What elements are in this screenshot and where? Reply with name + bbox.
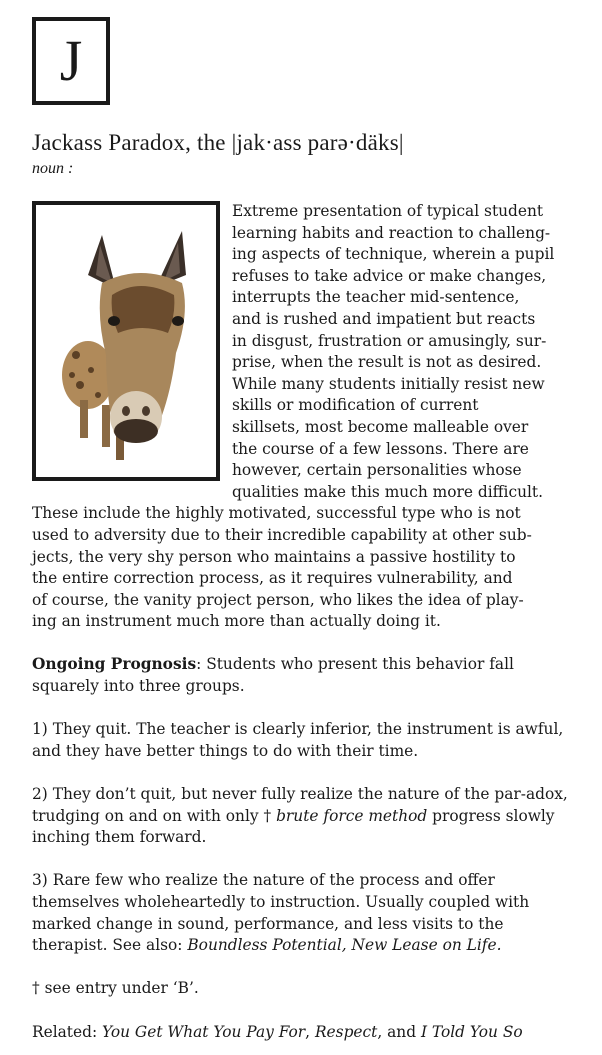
definition-line: however, certain personalities whose (232, 461, 522, 480)
related-item: Respect (314, 1022, 378, 1041)
prognosis-text: : Students who present this behavior fall squarely into three groups. (32, 655, 514, 696)
definition-line: used to adversity due to their incredible capability at other sub- (32, 525, 532, 544)
definition-line: in disgust, frustration or amusingly, sur- (232, 331, 547, 350)
footnote: † see entry under ‘B’. (32, 979, 199, 998)
definition-line: ing an instrument much more than actually doing it. (32, 612, 441, 631)
prognosis-paragraph (32, 654, 580, 697)
entry-body (32, 201, 580, 1043)
section-letter: J (59, 28, 83, 93)
part-of-speech: noun : (32, 160, 74, 177)
definition-line: the course of a few lessons. There are (232, 439, 529, 458)
definition-line: learning habits and reaction to challeng- (232, 223, 551, 242)
related-label: Related: (32, 1022, 103, 1041)
section-letter-box (32, 17, 110, 105)
definition-line: Extreme presentation of typical student (232, 202, 544, 220)
see-also-references: Boundless Potential, New Lease on Life. (187, 936, 502, 955)
definition-line: interrupts the teacher mid-sentence, (232, 288, 520, 307)
group-one-text: 1) They quit. The teacher is clearly inferior, the instrument is awful, and they have better things to do with their time. (32, 720, 564, 760)
brute-force-reference: brute force method (276, 806, 428, 825)
group-two-text-end: progress slowly inching them forward. (32, 806, 555, 847)
group-three-paragraph (32, 870, 580, 956)
definition-line: ing aspects of technique, wherein a pupil (232, 245, 555, 264)
group-two-text: 2) They don’t quit, but never fully realize the nature of the par-adox, trudging on and on with only † (32, 785, 568, 825)
definition-line: prise, when the result is not as desired. (232, 353, 542, 372)
related-separator: , and (377, 1022, 421, 1041)
related-entries (32, 1022, 580, 1044)
prognosis-label: Ongoing Prognosis (32, 655, 197, 674)
related-item: You Get What You Pay For (102, 1022, 306, 1041)
related-item: I Told You So (420, 1022, 523, 1041)
related-separator: , (305, 1022, 315, 1041)
group-two-paragraph (32, 784, 580, 849)
definition-line: skills or modification of current (232, 396, 479, 415)
definition-line: refuses to take advice or make changes, (232, 266, 547, 285)
definition-line: These include the highly motivated, successful type who is not (32, 504, 521, 523)
definition-line: jects, the very shy person who maintains a passive hostility to (32, 547, 516, 566)
donkey-illustration (36, 205, 216, 477)
definition-line: the entire correction process, as it requires vulnerability, and (32, 569, 513, 588)
group-one-paragraph (32, 719, 580, 762)
donkey-photo (32, 201, 220, 481)
definition-line: of course, the vanity project person, who likes the idea of play- (32, 590, 524, 609)
entry-headword: Jackass Paradox, the |jak·ass parə·däks| (32, 130, 404, 155)
definition-line: skillsets, most become malleable over (232, 417, 529, 436)
definition-line: and is rushed and impatient but reacts (232, 309, 536, 328)
definition-line: While many students initially resist new (232, 374, 545, 393)
group-three-text: 3) Rare few who realize the nature of the process and offer themselves wholeheartedly to instruction. Usually coupled with marked change in sound, performance, and less visits to the therapist. See also: (32, 871, 530, 955)
definition-line: qualities make this much more difficult. (232, 482, 544, 501)
